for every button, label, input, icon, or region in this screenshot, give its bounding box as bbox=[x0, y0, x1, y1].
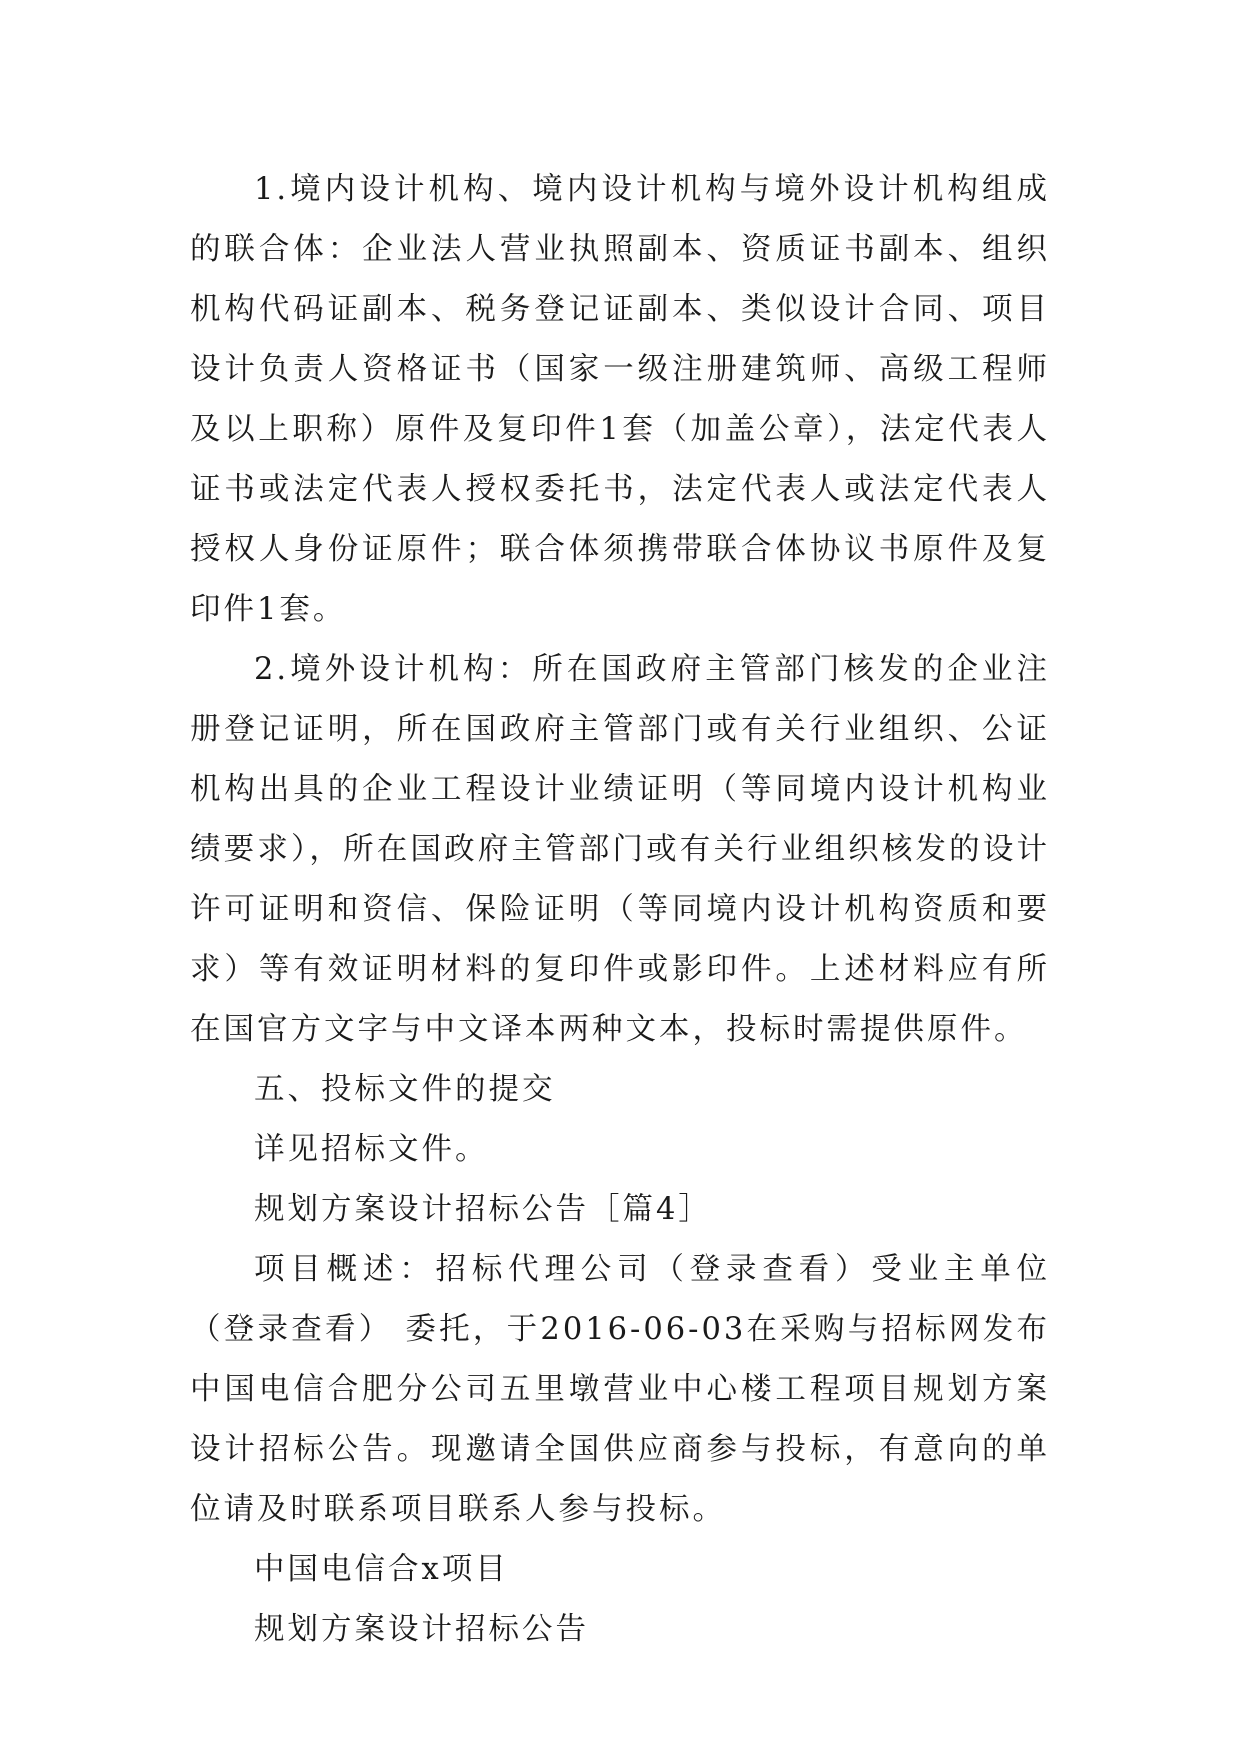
document-body bbox=[190, 160, 1050, 1660]
paragraph-foreign-requirements: 2.境外设计机构：所在国政府主管部门核发的企业注册登记证明，所在国政府主管部门或有关行业组织、公证机构出具的企业工程设计业绩证明（等同境内设计机构业绩要求），所在国政府主管部门或有关行业组织核发的设计许可证明和资信、保险证明（等同境内设计机构资质和要求）等有效证明材料的复印件或影印件。上述材料应有所在国官方文字与中文译本两种文本，投标时需提供原件。 bbox=[190, 652, 1050, 1047]
announcement-title-line: 规划方案设计招标公告 bbox=[254, 1612, 589, 1647]
article-title: 规划方案设计招标公告［篇4］ bbox=[254, 1192, 712, 1227]
section-heading-submission: 五、投标文件的提交 bbox=[254, 1072, 556, 1107]
paragraph-see-tender-docs: 详见招标文件。 bbox=[254, 1132, 489, 1167]
paragraph-project-overview: 项目概述：招标代理公司（登录查看）受业主单位（登录查看） 委托，于2016-06-03在采购与招标网发布中国电信合肥分公司五里墩营业中心楼工程项目规划方案设计招标公告。现邀请全国供应商参与投标，有意向的单位请及时联系项目联系人参与投标。 bbox=[190, 1252, 1050, 1527]
project-name-line: 中国电信合x项目 bbox=[254, 1552, 509, 1587]
paragraph-domestic-requirements: 1.境内设计机构、境内设计机构与境外设计机构组成的联合体：企业法人营业执照副本、资质证书副本、组织机构代码证副本、税务登记证副本、类似设计合同、项目设计负责人资格证书（国家一级注册建筑师、高级工程师及以上职称）原件及复印件1套（加盖公章），法定代表人证书或法定代表人授权委托书，法定代表人或法定代表人授权人身份证原件；联合体须携带联合体协议书原件及复印件1套。 bbox=[190, 172, 1050, 627]
